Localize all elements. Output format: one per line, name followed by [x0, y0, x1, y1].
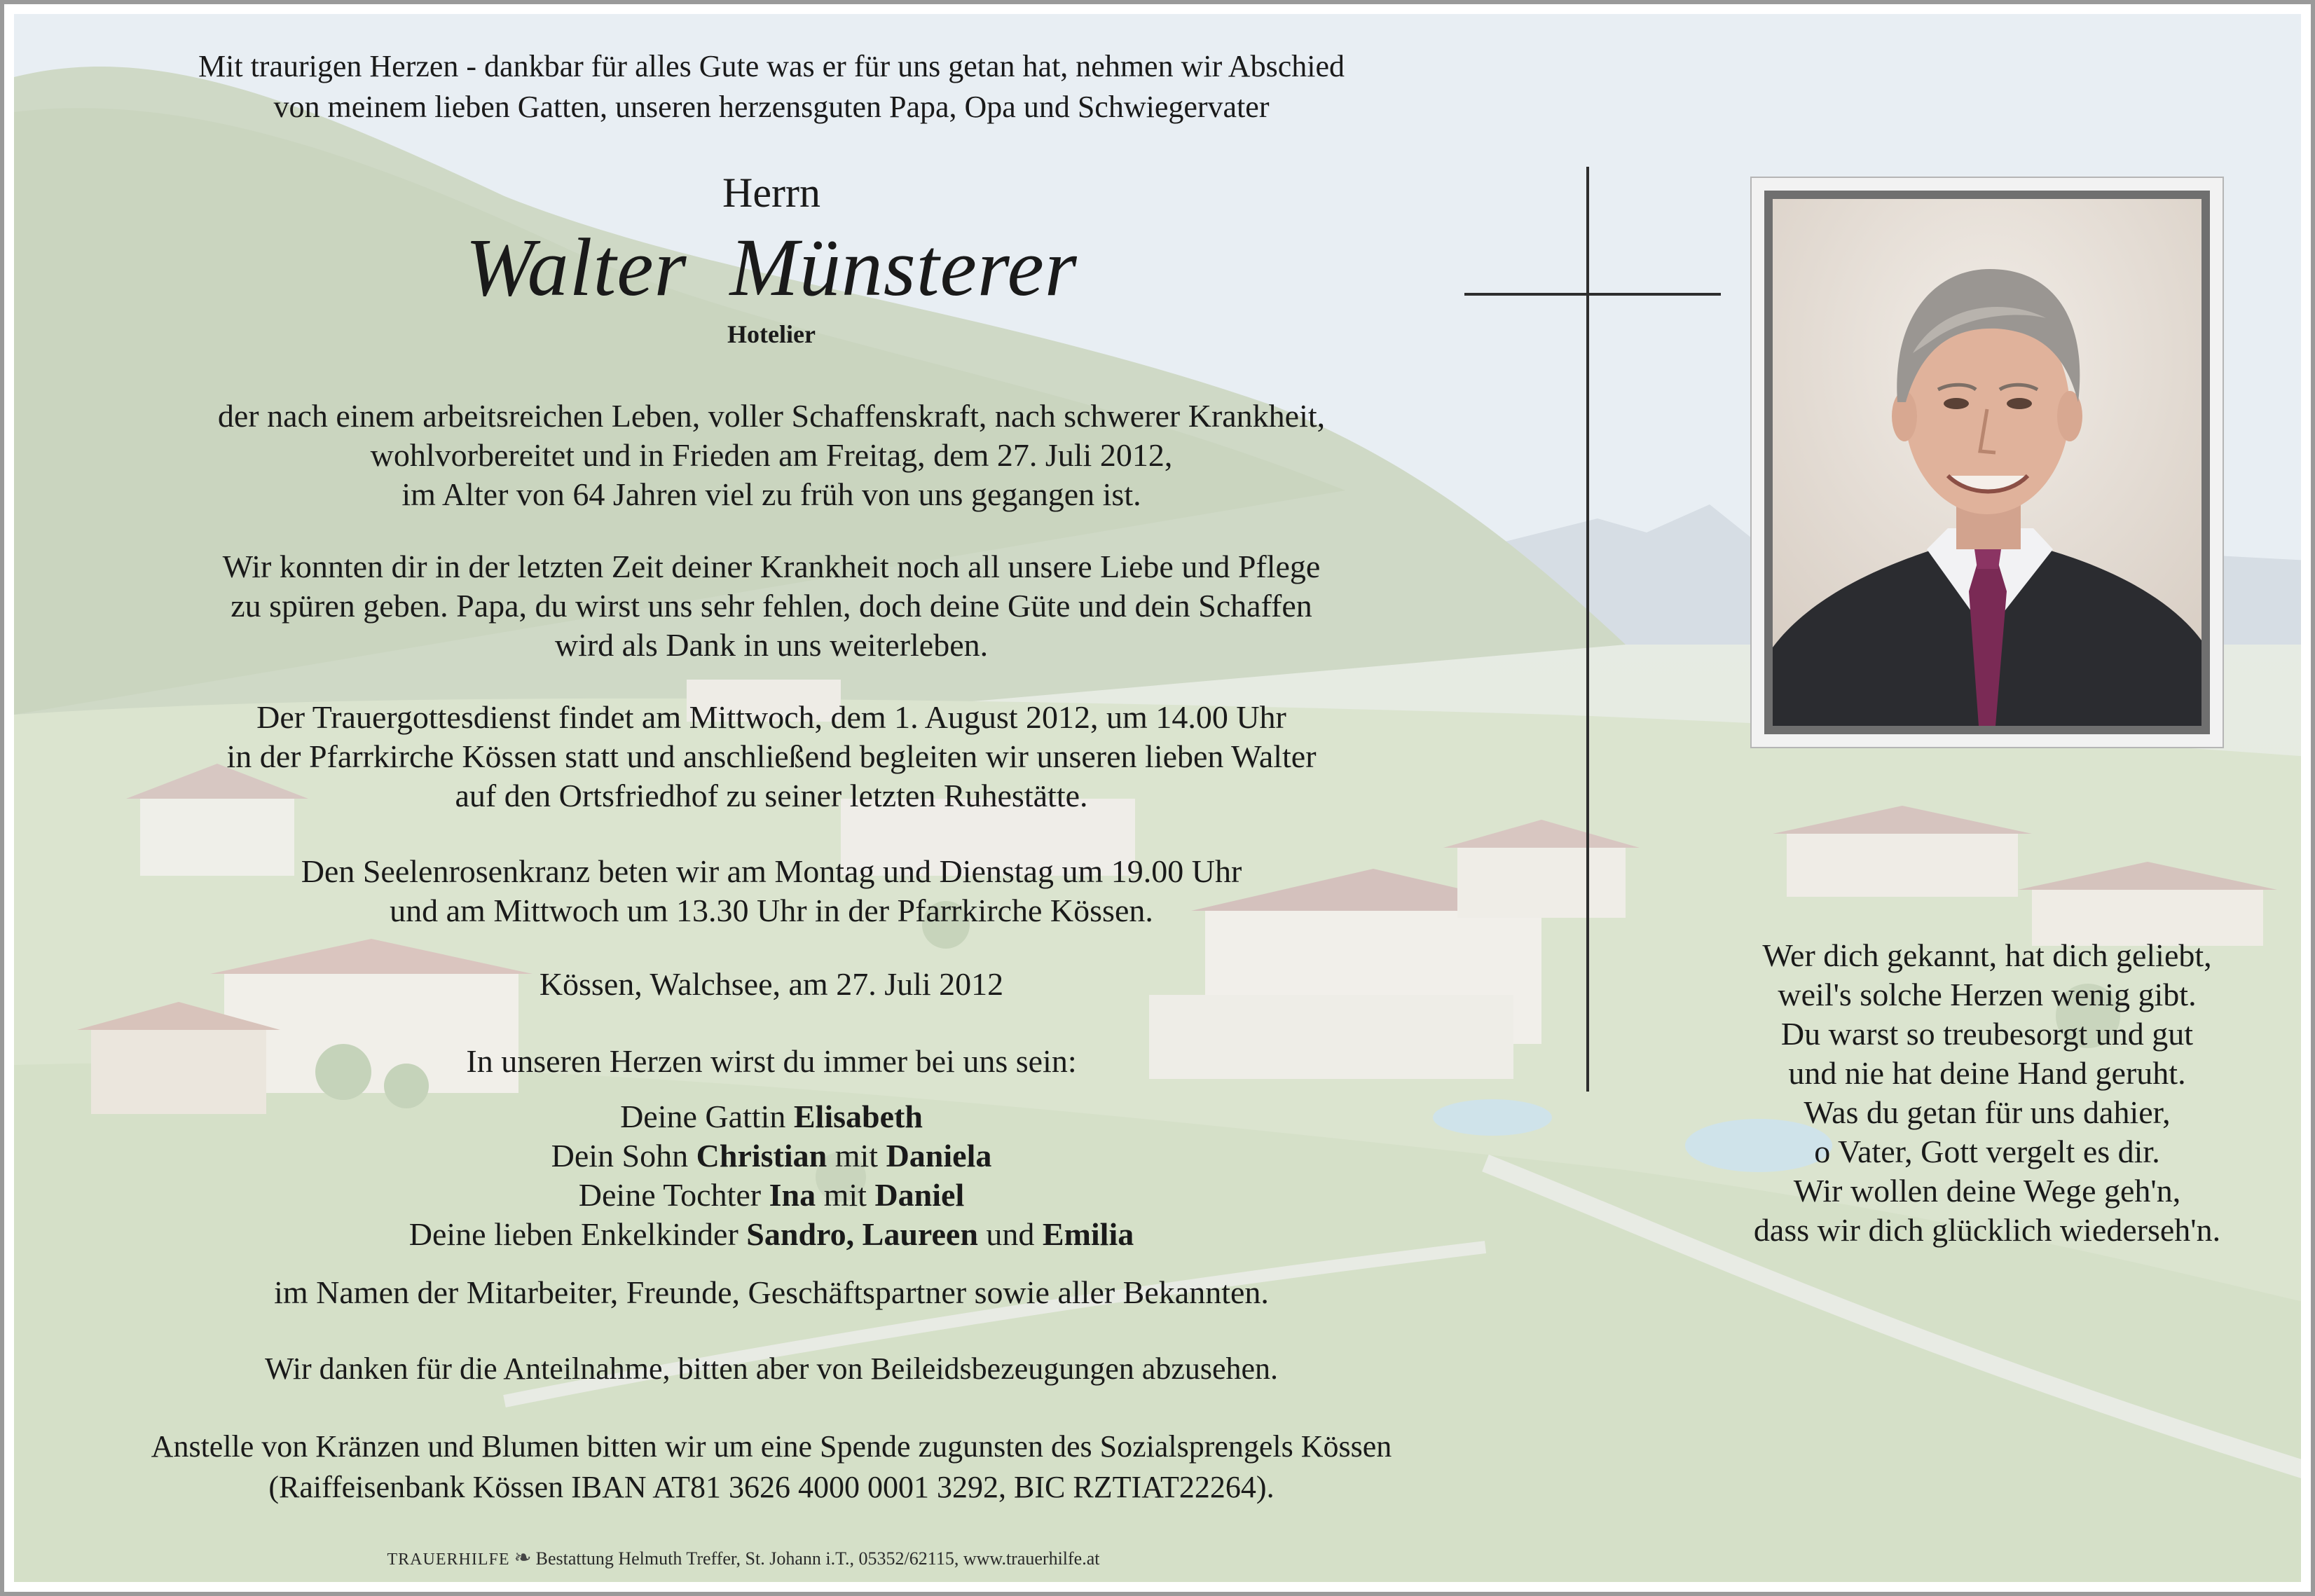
- footer-brand: TRAUERHILFE: [387, 1550, 510, 1569]
- text-line: (Raiffeisenbank Kössen IBAN AT81 3626 4000 0001 3292, BIC RZTIAT22264).: [268, 1470, 1275, 1504]
- text-line: der nach einem arbeitsreichen Leben, voller Schaffenskraft, nach schwerer Krankheit,: [217, 398, 1326, 434]
- text-line: auf den Ortsfriedhof zu seiner letzten Ruhestätte.: [455, 778, 1088, 813]
- deceased-name: Walter Münsterer: [465, 221, 1078, 313]
- place-date: Kössen, Walchsee, am 27. Juli 2012: [539, 966, 1004, 1002]
- profession: Hotelier: [727, 320, 816, 348]
- text: und: [977, 1216, 1043, 1252]
- text-line: Den Seelenrosenkranz beten wir am Montag und Dienstag um 19.00 Uhr: [301, 853, 1242, 889]
- poem-line: dass wir dich glücklich wiederseh'n.: [1753, 1212, 2221, 1248]
- son-name: Christian: [696, 1138, 827, 1174]
- portrait-frame: [1750, 177, 2224, 748]
- daughter-partner-name: Daniel: [874, 1177, 965, 1213]
- text-line: in der Pfarrkirche Kössen statt und anschließend begleiten wir unseren lieben Walter: [226, 738, 1317, 774]
- text-line: im Alter von 64 Jahren viel zu früh von uns gegangen ist.: [401, 476, 1141, 512]
- poem-line: Wir wollen deine Wege geh'n,: [1793, 1173, 2181, 1209]
- hearts-line: In unseren Herzen wirst du immer bei uns sein:: [466, 1043, 1077, 1079]
- text: mit: [816, 1177, 875, 1213]
- family-wife: [32, 1097, 1511, 1136]
- grandchild-name: Emilia: [1042, 1216, 1134, 1252]
- text-line: Wir konnten dir in der letzten Zeit deiner Krankheit noch all unsere Liebe und Pflege: [222, 549, 1321, 584]
- poem-line: weil's solche Herzen wenig gibt.: [1778, 977, 2197, 1012]
- poem-line: Wer dich gekannt, hat dich geliebt,: [1762, 937, 2212, 973]
- portrait-illustration: [1773, 199, 2201, 726]
- daughter-name: Ina: [769, 1177, 816, 1213]
- donation-note: [32, 1426, 1511, 1508]
- honorific: Herrn: [722, 170, 820, 216]
- footer: [4, 1546, 1483, 1570]
- grandchildren-names: Sandro, Laureen: [746, 1216, 978, 1252]
- intro-line-1: Mit traurigen Herzen - dankbar für alles Gute was er für uns getan hat, nehmen wir Abschied: [198, 49, 1345, 83]
- cross-bar: [1464, 293, 1721, 296]
- text-line: zu spüren geben. Papa, du wirst uns sehr fehlen, doch deine Güte und dein Schaffen: [231, 588, 1312, 624]
- poem-line: o Vater, Gott vergelt es dir.: [1814, 1134, 2160, 1169]
- portrait-photo: [1764, 191, 2210, 734]
- text: Deine lieben Enkelkinder: [408, 1216, 747, 1252]
- text-line: Der Trauergottesdienst findet am Mittwoch, dem 1. August 2012, um 14.00 Uhr: [256, 699, 1286, 735]
- text: Dein Sohn: [551, 1138, 696, 1174]
- paragraph-care: [32, 547, 1511, 665]
- text: Deine Tochter: [578, 1177, 769, 1213]
- dove-icon: ❧: [514, 1546, 532, 1569]
- paragraph-rosary: [32, 852, 1511, 930]
- footer-details: Bestattung Helmuth Treffer, St. Johann i.T., 05352/62115, www.trauerhilfe.at: [535, 1548, 1100, 1569]
- text: Deine Gattin: [620, 1099, 794, 1134]
- wife-name: Elisabeth: [793, 1099, 923, 1134]
- family-list: [32, 1097, 1511, 1254]
- poem-line: Du warst so treubesorgt und gut: [1780, 1016, 2194, 1052]
- paragraph-funeral-service: [32, 698, 1511, 816]
- text-line: wird als Dank in uns weiterleben.: [554, 627, 989, 663]
- poem-line: und nie hat deine Hand geruht.: [1788, 1055, 2186, 1091]
- paragraph-passing: [32, 397, 1511, 514]
- family-daughter: [32, 1176, 1511, 1215]
- text: mit: [827, 1138, 886, 1174]
- poem-line: Was du getan für uns dahier,: [1804, 1094, 2171, 1130]
- thanks-line: Wir danken für die Anteilnahme, bitten aber von Beileidsbezeugungen abzusehen.: [264, 1351, 1279, 1386]
- intro-text: [32, 46, 1511, 128]
- mention-line: im Namen der Mitarbeiter, Freunde, Geschäftspartner sowie aller Bekannten.: [274, 1274, 1269, 1310]
- family-grandchildren: [32, 1215, 1511, 1254]
- text-line: und am Mittwoch um 13.30 Uhr in der Pfarrkirche Kössen.: [390, 893, 1153, 928]
- intro-line-2: von meinem lieben Gatten, unseren herzensguten Papa, Opa und Schwiegervater: [273, 90, 1270, 124]
- son-partner-name: Daniela: [886, 1138, 992, 1174]
- text-line: wohlvorbereitet und in Frieden am Freitag, dem 27. Juli 2012,: [370, 437, 1173, 473]
- family-son: [32, 1136, 1511, 1176]
- poem: [1700, 936, 2274, 1250]
- text-line: Anstelle von Kränzen und Blumen bitten wir um eine Spende zugunsten des Sozialsprengels Kössen: [151, 1429, 1392, 1464]
- cross-icon: [1586, 167, 1589, 1092]
